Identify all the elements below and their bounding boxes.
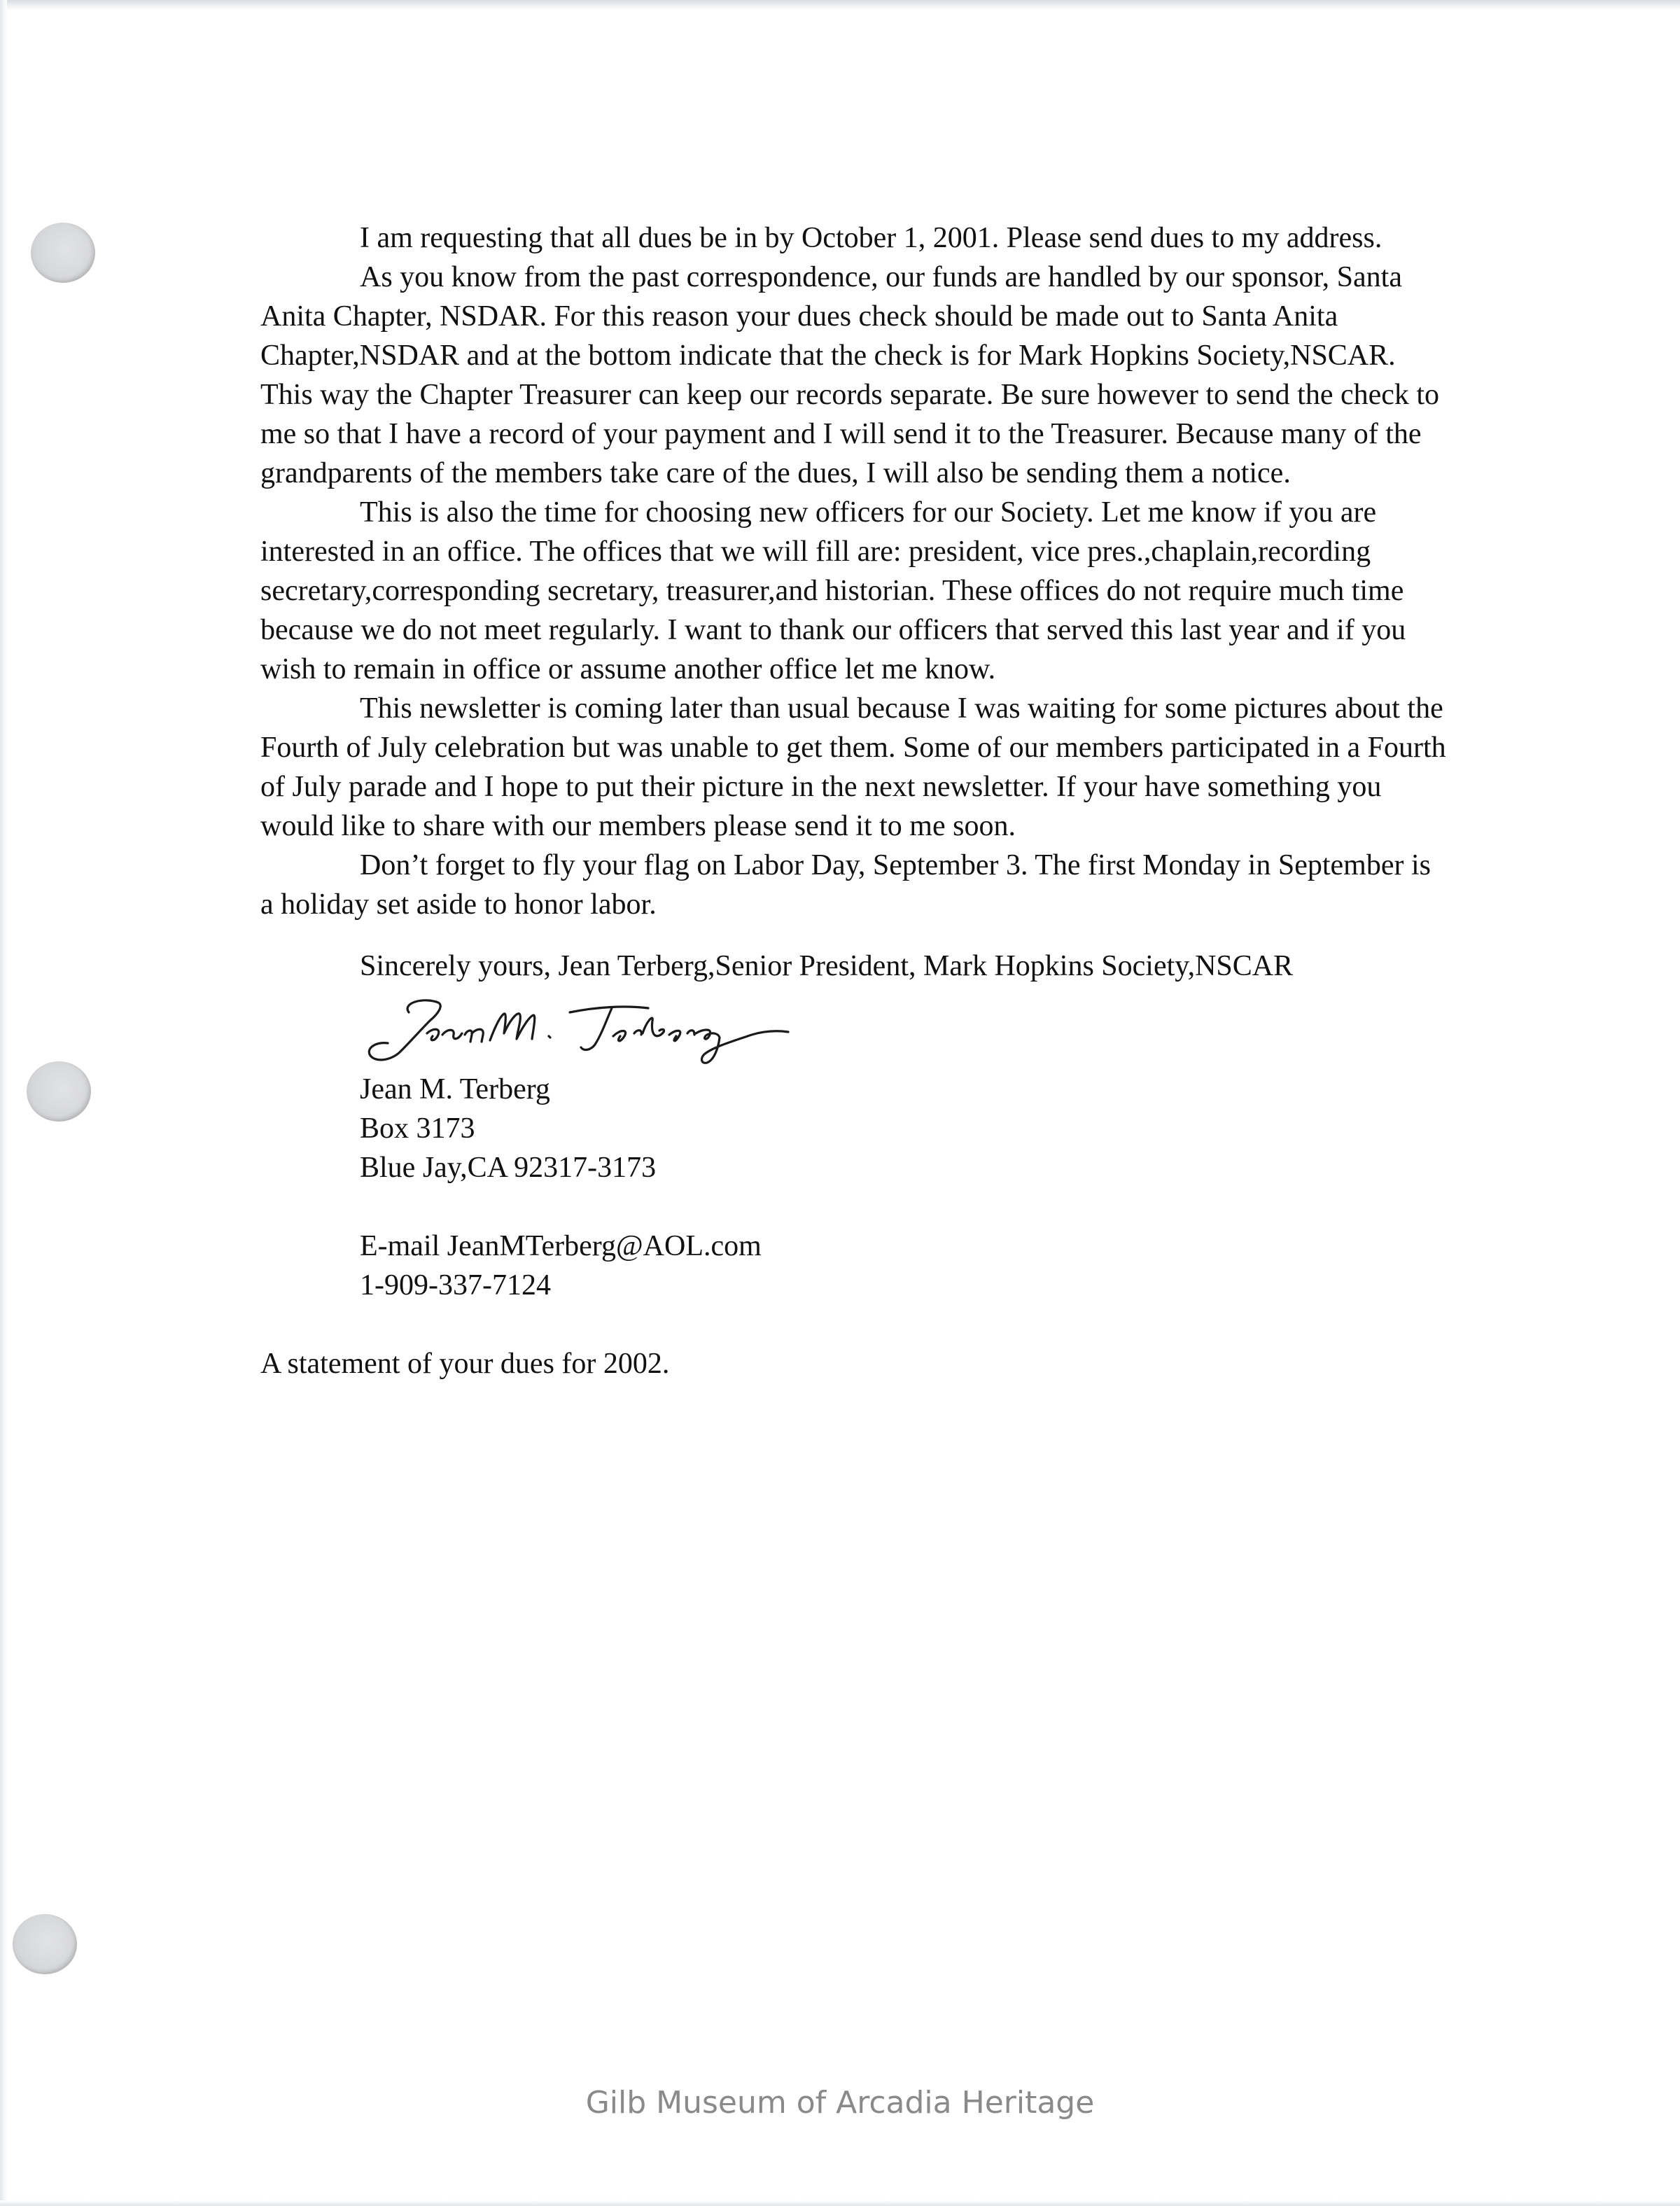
contact-email: E-mail JeanMTerberg@AOL.com — [360, 1230, 762, 1262]
address-city: Blue Jay,CA 92317-3173 — [360, 1152, 657, 1184]
paragraph-dues-deadline: I am requesting that all dues be in by October 1, 2001. Please send dues to my address. — [360, 222, 1382, 254]
punch-hole-bottom — [13, 1914, 77, 1974]
scan-bottom-edge — [0, 2200, 1680, 2206]
paragraph-newsletter: This newsletter is coming later than usual because I was waiting for some pictures about the Fourth of July celebration but was unable to get them. Some of our members participated in a Fourth of July parade and I hope to put their picture in the next newsletter. If your have something you would like to share with our members please send it to me soon. — [260, 692, 1446, 842]
contact-block — [260, 1227, 1450, 1305]
closing-line: Sincerely yours, Jean Terberg,Senior President, Mark Hopkins Society,NSCAR — [360, 950, 1294, 982]
letter-body — [260, 218, 1450, 1383]
paragraph-labor-day: Don’t forget to fly your flag on Labor Day, September 3. The first Monday in September is a holiday set aside to honor labor. — [260, 849, 1431, 921]
punch-hole-middle — [27, 1061, 91, 1122]
paragraph-dues-check: As you know from the past correspondence, our funds are handled by our sponsor, Santa Anita Chapter, NSDAR. For this reason your dues check should be made out to Santa Anita Chapter,NSDAR and at the bottom indicate that the check is for Mark Hopkins Society,NSCAR. This way the Chapter Treasurer can keep our records separate. Be sure however to send the check to me so that I have a record of your payment and I will send it to the Treasurer. Because many of the grandparents of the members take care of the dues, I will also be sending them a notice. — [260, 261, 1440, 489]
signatory-name: Jean M. Terberg — [360, 1073, 550, 1105]
dues-statement-note: A statement of your dues for 2002. — [260, 1348, 670, 1380]
handwritten-signature — [360, 993, 892, 1070]
scan-left-edge — [0, 0, 7, 2206]
contact-phone: 1-909-337-7124 — [360, 1269, 551, 1301]
address-box: Box 3173 — [360, 1112, 475, 1145]
paragraph-officers: This is also the time for choosing new officers for our Society. Let me know if you are interested in an office. The offices that we will fill are: president, vice pres.,chaplain,recording secretary,corresponding secretary, treasurer,and historian. These offices do not require much time because we do not meet regularly. I want to thank our officers that served this last year and if you wish to remain in office or assume another office let me know. — [260, 496, 1406, 685]
museum-watermark: Gilb Museum of Arcadia Heritage — [585, 2085, 1095, 2121]
scan-top-edge — [0, 0, 1680, 10]
punch-hole-top — [31, 223, 95, 283]
